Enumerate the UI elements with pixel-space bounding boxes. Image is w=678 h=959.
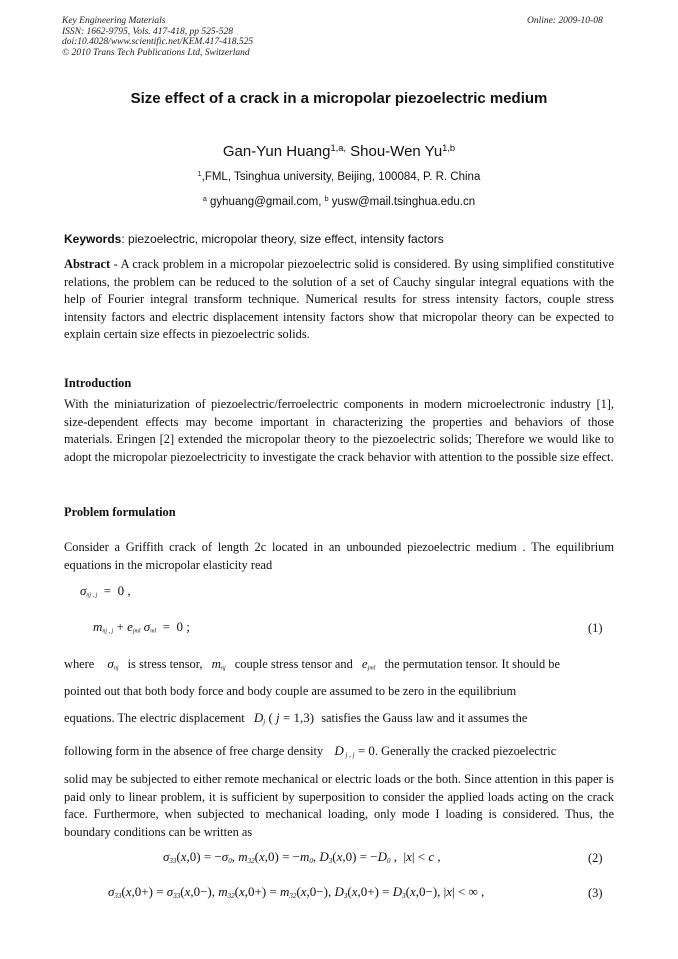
where-text-3: couple stress tensor and — [234, 657, 353, 671]
author-line — [0, 143, 678, 160]
where-text-1: where — [64, 657, 95, 671]
keywords-text: : piezoelectric, micropolar theory, size effect, intensity factors — [121, 232, 444, 246]
journal-name: Key Engineering Materials — [62, 16, 166, 26]
issn-line: ISSN: 1662-9795, Vols. 417-418, pp 525-528 — [62, 26, 233, 37]
problem-paragraph-3: solid may be subjected to either remote mechanical or electric loads or the both. Since attention in this paper is paid only to linear problem, it is sufficient by superposition to consider the applied loads acting on the crack face. Furthermore, when subjected to mechanical loading, only mode I loading is considered. Thus, the boundary conditions can be written as — [64, 772, 614, 839]
author-1-sup: 1,a, — [330, 142, 346, 153]
equation-1a: $\sigma_{nj , j} = 0$ , — [80, 583, 131, 599]
problem-paragraph-2-line-1: pointed out that both body force and body couple are assumed to be zero in the equilibrium — [64, 684, 517, 698]
section-heading-introduction: Introduction — [64, 376, 132, 390]
email-b: yusw@mail.tsinghua.edu.cn — [331, 196, 476, 208]
affiliation-text: ,FML, Tsinghua university, Beijing, 100084, P. R. China — [201, 171, 481, 183]
equation-1-number: (1) — [588, 621, 603, 635]
keywords-label: Keywords — [64, 232, 122, 246]
paper-title: Size effect of a crack in a micropolar piezoelectric medium — [130, 90, 548, 107]
doi-line: doi:10.4028/www.scientific.net/KEM.417-418.525 — [62, 37, 254, 47]
equation-2: $\sigma_{33}(x,0) = -\sigma_0$, $m_{32}(x,0) = -m_0$, $D_3(x,0) = -D_0$ , |x| < c , — [163, 849, 441, 865]
email-line — [0, 196, 678, 208]
charge-text-b: . Generally the cracked piezoelectric — [374, 744, 557, 758]
section-heading-problem: Problem formulation — [64, 505, 176, 519]
equation-2-number: (2) — [588, 851, 603, 865]
abstract-label: Abstract — [64, 257, 111, 271]
affiliation — [0, 171, 678, 183]
problem-paragraph-1: Consider a Griffith crack of length 2c located in an unbounded piezoelectric medium . The equilibrium equations in the micropolar elasticity read — [64, 540, 614, 572]
symbol-sigma-nj: $\sigma_{nj}$ — [107, 656, 119, 672]
author-2-name: Shou-Wen Yu — [350, 143, 443, 160]
keywords — [64, 232, 444, 246]
journal-header — [62, 16, 253, 58]
equation-3: $\sigma_{33}(x,0+) = \sigma_{33}(x,0-)$, $m_{32}(x,0+) = m_{32}(x,0-)$, $D_3(x,0+) = D_3(x,0-)$, |x| < ∞ , — [108, 884, 485, 900]
charge-text-a: following form in the absence of free charge density — [64, 744, 324, 758]
where-text-4: the permutation tensor. It should be — [384, 657, 560, 671]
where-line — [64, 656, 560, 672]
author-1-name: Gan-Yun Huang — [222, 143, 331, 160]
symbol-D-j: $D_j$ ( j = 1,3) — [253, 710, 315, 726]
introduction-text: With the miniaturization of piezoelectric/ferroelectric components in modern microelectronic industry [1], size-dependent effects may become important in characterizing the properties and behaviors of those materials. Eringen [2] extended the micropolar theory to the piezoelectric solids; Therefore we would like to adopt the micropolar piezoelectricity to investigate the crack behavior with attention to the possible size effect. — [64, 397, 614, 464]
affiliation-sup: 1 — [197, 170, 202, 179]
abstract — [64, 256, 614, 344]
gauss-text-b: satisfies the Gauss law and it assumes the — [321, 711, 528, 725]
email-b-sup: b — [324, 195, 329, 204]
author-2-sup: 1,b — [442, 142, 456, 153]
symbol-m-nj: $m_{nj}$ — [211, 656, 226, 672]
where-text-2: is stress tensor, — [127, 657, 203, 671]
gauss-text-a: equations. The electric displacement — [64, 711, 245, 725]
online-date: Online: 2009-10-08 — [527, 16, 603, 26]
symbol-e-jml: $e_{jml}$ — [361, 656, 376, 672]
symbol-D-jj: D $_{j , j}$ = 0 — [334, 743, 375, 759]
equation-3-number: (3) — [588, 886, 603, 900]
equation-1b: $m_{nj , j} + e_{jml}$ $\sigma_{ml} = 0$ ; — [93, 619, 190, 635]
problem-paragraph-2-line-3 — [64, 743, 556, 759]
email-a-sup: a — [202, 195, 207, 204]
email-a: gyhuang@gmail.com, — [210, 196, 325, 208]
abstract-text: - A crack problem in a micropolar piezoelectric solid is considered. By using simplified constitutive relations, the problem can be reduced to the solution of a set of Cauchy singular integral equations with the help of Fourier integral transform technique. Numerical results for stress intensity factors, couple stress intensity factors and electric displacement intensity factors show that micropolar theory can be expected to explain certain size effects in piezoelectric solids. — [64, 257, 614, 342]
problem-paragraph-2-line-2 — [64, 710, 527, 726]
copyright-line: © 2010 Trans Tech Publications Ltd, Switzerland — [62, 47, 250, 58]
